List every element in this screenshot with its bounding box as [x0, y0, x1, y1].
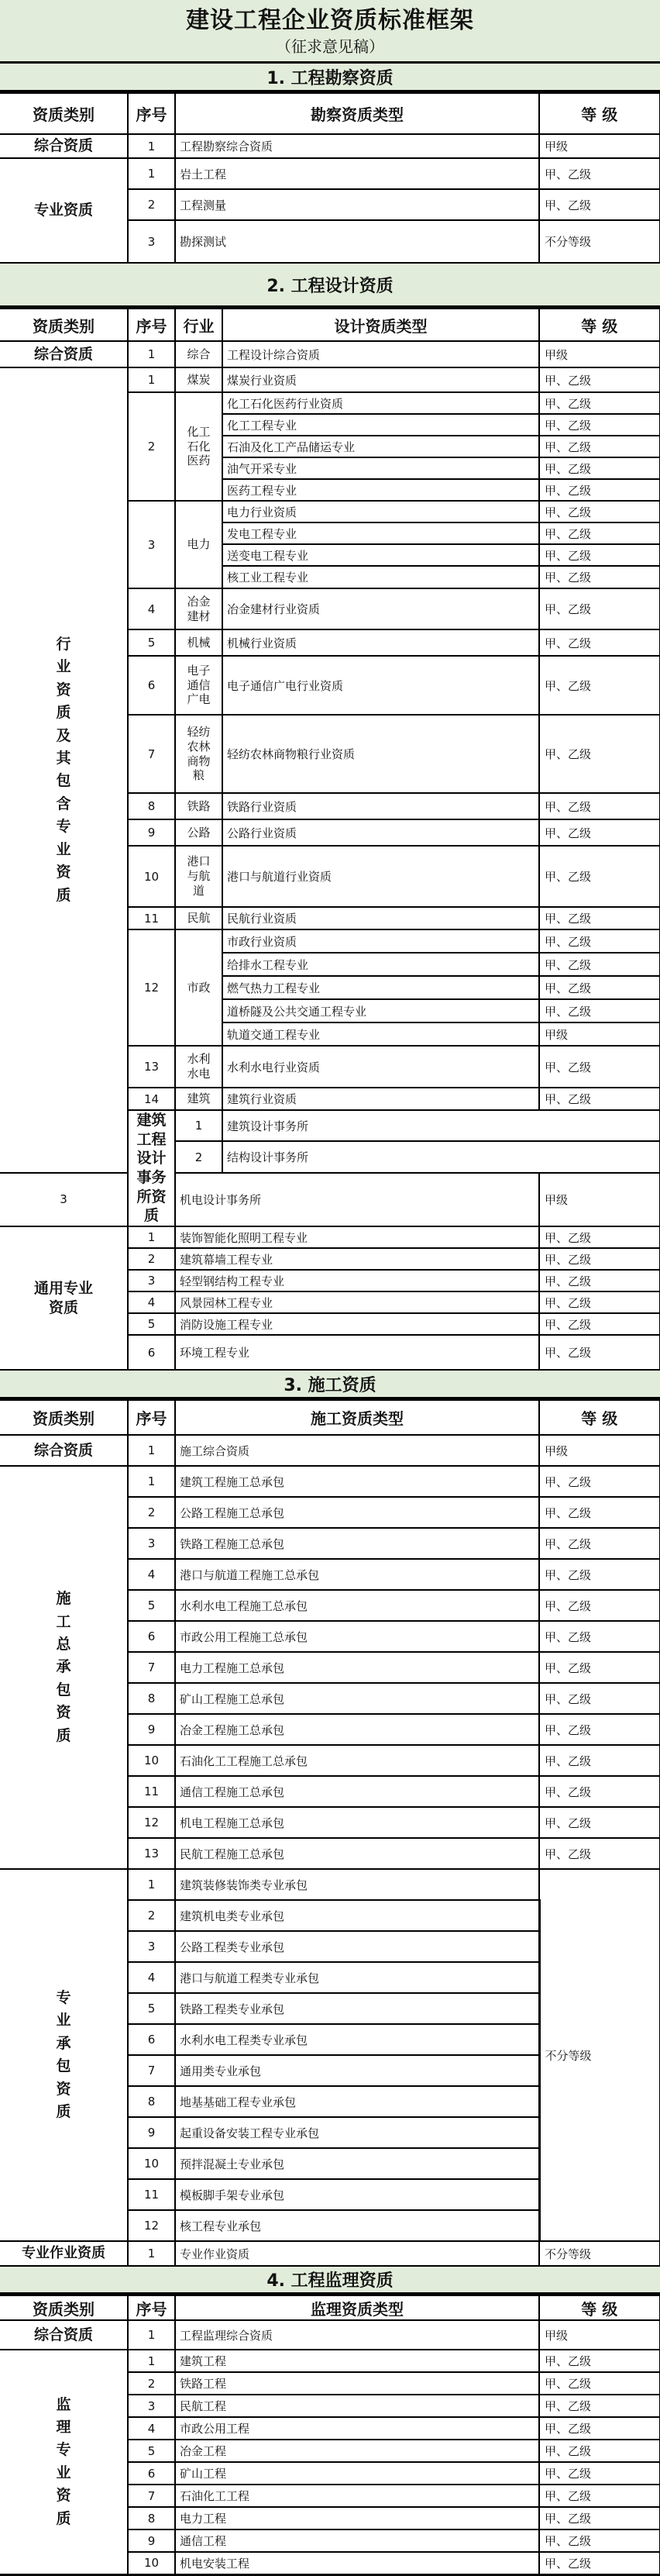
type-cell: 通信工程 — [175, 2529, 539, 2552]
type-cell: 电力工程 — [175, 2507, 539, 2529]
grade-cell: 甲、乙级 — [539, 999, 660, 1022]
grade-cell: 甲、乙级 — [539, 715, 660, 793]
grade-cell: 甲级 — [539, 1173, 660, 1226]
no-cell: 7 — [128, 1652, 175, 1683]
industry-cell — [175, 588, 222, 629]
type-cell: 电力工程施工总承包 — [175, 1652, 539, 1683]
no-cell: 1 — [128, 367, 175, 392]
no-cell: 12 — [128, 929, 175, 1046]
document-title-block — [0, 0, 660, 64]
no-cell: 4 — [128, 1962, 175, 1993]
grade-cell: 甲、乙级 — [539, 1745, 660, 1776]
no-cell: 9 — [128, 2529, 175, 2552]
type-cell: 冶金工程施工总承包 — [175, 1714, 539, 1745]
table-header-row — [0, 1400, 660, 1435]
industry-cell — [175, 1046, 222, 1088]
type-cell: 建筑行业资质 — [222, 1088, 539, 1110]
no-cell: 5 — [128, 629, 175, 656]
type-cell: 铁路行业资质 — [222, 793, 539, 819]
type-cell: 民航工程施工总承包 — [175, 1838, 539, 1869]
grade-cell: 甲、乙级 — [539, 1046, 660, 1088]
type-cell: 建筑幕墙工程专业 — [175, 1248, 539, 1270]
grade-cell: 甲、乙级 — [539, 566, 660, 588]
type-cell: 核工程专业承包 — [175, 2210, 539, 2241]
industry-label: 水利水电 — [187, 1052, 211, 1081]
no-cell: 3 — [128, 2395, 175, 2417]
category-label: 监理专业资质 — [56, 2395, 71, 2527]
type-cell: 机电设计事务所 — [175, 1173, 539, 1226]
type-cell: 工程设计综合资质 — [222, 341, 539, 367]
no-cell: 3 — [128, 220, 175, 263]
grade-cell: 甲、乙级 — [539, 392, 660, 414]
no-cell: 13 — [128, 1046, 175, 1088]
no-cell: 10 — [128, 1745, 175, 1776]
no-cell: 6 — [128, 1335, 175, 1370]
no-cell: 9 — [128, 2117, 175, 2148]
type-cell: 煤炭行业资质 — [222, 367, 539, 392]
grade-cell: 甲、乙级 — [539, 1248, 660, 1270]
grade-cell: 甲、乙级 — [539, 1714, 660, 1745]
no-cell: 9 — [128, 1714, 175, 1745]
no-cell: 7 — [128, 2055, 175, 2086]
grade-cell: 甲、乙级 — [539, 479, 660, 501]
col-category: 资质类别 — [0, 1400, 128, 1435]
type-cell: 风景园林工程专业 — [175, 1291, 539, 1313]
grade-cell: 不分等级 — [539, 1869, 660, 2241]
type-cell: 岩土工程 — [175, 158, 539, 189]
document-subtitle: （征求意见稿） — [276, 37, 384, 56]
type-cell: 道桥隧及公共交通工程专业 — [222, 999, 539, 1022]
table-row — [0, 367, 660, 392]
specialty-contract-group — [0, 1869, 660, 2241]
no-cell: 1 — [175, 1110, 222, 1141]
industry-cell: 煤炭 — [175, 367, 222, 392]
no-cell: 1 — [128, 1466, 175, 1497]
industry-cell: 机械 — [175, 629, 222, 656]
grade-cell: 甲、乙级 — [539, 1590, 660, 1621]
col-category: 资质类别 — [0, 309, 128, 341]
supervision-qualification-table — [0, 2295, 660, 2576]
grade-cell: 甲、乙级 — [539, 1807, 660, 1838]
section-3-heading — [0, 1371, 660, 1399]
no-cell: 1 — [128, 158, 175, 189]
col-grade: 等 级 — [539, 93, 660, 134]
type-cell: 公路工程类专业承包 — [175, 1931, 539, 1962]
table-row — [0, 341, 660, 367]
type-cell: 施工综合资质 — [175, 1435, 539, 1466]
grade-cell: 甲、乙级 — [539, 2372, 660, 2395]
grade-cell: 甲、乙级 — [539, 2417, 660, 2440]
col-grade: 等 级 — [539, 2295, 660, 2320]
grade-cell: 甲、乙级 — [539, 819, 660, 846]
type-cell: 核工业工程专业 — [222, 566, 539, 588]
type-cell: 市政行业资质 — [222, 929, 539, 953]
type-cell: 民航工程 — [175, 2395, 539, 2417]
category-cell: 综合资质 — [0, 134, 128, 158]
type-cell: 市政公用工程施工总承包 — [175, 1621, 539, 1652]
table-row — [0, 2320, 660, 2350]
no-cell: 4 — [128, 1559, 175, 1590]
type-cell: 冶金建材行业资质 — [222, 588, 539, 629]
grade-cell: 甲、乙级 — [539, 544, 660, 566]
table-row — [0, 2241, 660, 2266]
industry-cell — [175, 392, 222, 501]
type-cell: 市政公用工程 — [175, 2417, 539, 2440]
type-cell: 铁路工程施工总承包 — [175, 1528, 539, 1559]
section-1-heading — [0, 64, 660, 92]
col-grade: 等 级 — [539, 1400, 660, 1435]
type-cell: 结构设计事务所 — [222, 1141, 660, 1172]
type-cell: 水利水电工程施工总承包 — [175, 1590, 539, 1621]
grade-cell: 甲、乙级 — [539, 436, 660, 457]
table-row — [0, 134, 660, 158]
category-cell: 综合资质 — [0, 341, 128, 367]
industry-label: 化工石化医药 — [187, 424, 211, 468]
type-cell: 发电工程专业 — [222, 522, 539, 544]
grade-cell: 甲、乙级 — [539, 1652, 660, 1683]
grade-cell: 甲、乙级 — [539, 457, 660, 479]
category-cell — [0, 367, 128, 1173]
industry-cell — [175, 846, 222, 907]
industry-cell: 综合 — [175, 341, 222, 367]
grade-cell: 甲、乙级 — [539, 1621, 660, 1652]
type-cell: 预拌混凝土专业承包 — [175, 2148, 539, 2179]
type-cell: 公路行业资质 — [222, 819, 539, 846]
industry-cell: 公路 — [175, 819, 222, 846]
col-no: 序号 — [128, 309, 175, 341]
industry-cell: 电力 — [175, 501, 222, 588]
type-cell: 给排水工程专业 — [222, 953, 539, 976]
no-cell: 1 — [128, 1869, 175, 1900]
type-cell: 装饰智能化照明工程专业 — [175, 1226, 539, 1248]
no-cell: 10 — [128, 2148, 175, 2179]
grade-cell: 甲、乙级 — [539, 1683, 660, 1714]
section-3-title: 3. 施工资质 — [284, 1375, 376, 1395]
grade-cell: 甲、乙级 — [539, 1335, 660, 1370]
no-cell: 3 — [128, 1931, 175, 1962]
type-cell: 电子通信广电行业资质 — [222, 656, 539, 715]
no-cell: 1 — [128, 2350, 175, 2372]
grade-cell: 甲、乙级 — [539, 2507, 660, 2529]
type-cell: 化工石化医药行业资质 — [222, 392, 539, 414]
no-cell: 8 — [128, 1683, 175, 1714]
no-cell: 4 — [128, 588, 175, 629]
type-cell: 矿山工程 — [175, 2462, 539, 2485]
grade-cell: 甲、乙级 — [539, 2395, 660, 2417]
industry-label: 轻纺农林商物粮 — [187, 725, 211, 783]
section-2-title: 2. 工程设计资质 — [266, 276, 394, 296]
grade-cell: 甲、乙级 — [539, 929, 660, 953]
type-cell: 医药工程专业 — [222, 479, 539, 501]
industry-label: 电子通信广电 — [187, 663, 211, 707]
no-cell: 8 — [128, 793, 175, 819]
no-cell: 6 — [128, 2462, 175, 2485]
section-4-heading — [0, 2267, 660, 2295]
no-cell: 1 — [128, 1435, 175, 1466]
type-cell: 模板脚手架专业承包 — [175, 2179, 539, 2210]
grade-cell: 甲、乙级 — [539, 1528, 660, 1559]
no-cell: 5 — [128, 1993, 175, 2024]
type-cell: 公路工程施工总承包 — [175, 1497, 539, 1528]
table-row — [0, 1173, 660, 1226]
col-no: 序号 — [128, 93, 175, 134]
grade-cell: 甲级 — [539, 1435, 660, 1466]
no-cell: 4 — [128, 1291, 175, 1313]
no-cell: 3 — [128, 501, 175, 588]
type-cell: 机电工程施工总承包 — [175, 1807, 539, 1838]
type-cell: 水利水电工程类专业承包 — [175, 2024, 539, 2055]
industry-cell: 民航 — [175, 907, 222, 929]
grade-cell: 甲、乙级 — [539, 158, 660, 189]
category-label: 施工总承包资质 — [56, 1590, 71, 1744]
no-cell: 13 — [128, 1838, 175, 1869]
category-cell: 专业作业资质 — [0, 2241, 128, 2266]
col-category: 资质类别 — [0, 93, 128, 134]
no-cell: 9 — [128, 819, 175, 846]
industry-cell: 建筑 — [175, 1088, 222, 1110]
type-cell: 轨道交通工程专业 — [222, 1022, 539, 1046]
type-cell: 建筑机电类专业承包 — [175, 1900, 539, 1931]
grade-cell: 甲级 — [539, 341, 660, 367]
no-cell: 10 — [128, 2552, 175, 2574]
type-cell: 水利水电行业资质 — [222, 1046, 539, 1088]
type-cell: 电力行业资质 — [222, 501, 539, 522]
grade-cell: 甲、乙级 — [539, 629, 660, 656]
grade-cell: 甲、乙级 — [539, 793, 660, 819]
type-cell: 燃气热力工程专业 — [222, 976, 539, 999]
category-cell — [0, 2350, 128, 2574]
no-cell: 10 — [128, 846, 175, 907]
grade-cell: 甲、乙级 — [539, 2440, 660, 2462]
document-title: 建设工程企业资质标准框架 — [186, 7, 474, 34]
supervision-specialty-group — [0, 2350, 660, 2574]
industry-label: 冶金建材 — [187, 594, 211, 623]
grade-cell: 甲、乙级 — [539, 1226, 660, 1248]
type-cell: 建筑工程 — [175, 2350, 539, 2372]
category-cell: 通用专业资质 — [0, 1226, 128, 1370]
grade-cell: 甲、乙级 — [539, 2485, 660, 2507]
no-cell: 2 — [175, 1141, 222, 1172]
col-category: 资质类别 — [0, 2295, 128, 2320]
no-cell: 14 — [128, 1088, 175, 1110]
type-cell: 送变电工程专业 — [222, 544, 539, 566]
type-cell: 油气开采专业 — [222, 457, 539, 479]
grade-cell: 甲、乙级 — [539, 1088, 660, 1110]
category-cell: 综合资质 — [0, 2320, 128, 2350]
col-type: 设计资质类型 — [222, 309, 539, 341]
table-row — [0, 2350, 660, 2372]
type-cell: 冶金工程 — [175, 2440, 539, 2462]
type-cell: 消防设施工程专业 — [175, 1313, 539, 1335]
type-cell: 勘探测试 — [175, 220, 539, 263]
industry-cell — [175, 656, 222, 715]
grade-cell: 甲、乙级 — [539, 2552, 660, 2574]
general-contract-group — [0, 1466, 660, 1869]
col-no: 序号 — [128, 1400, 175, 1435]
grade-cell: 甲、乙级 — [539, 953, 660, 976]
industry-cell: 市政 — [175, 929, 222, 1046]
grade-cell: 甲、乙级 — [539, 656, 660, 715]
table-row — [0, 1226, 660, 1248]
grade-cell: 甲、乙级 — [539, 1838, 660, 1869]
col-type: 监理资质类型 — [175, 2295, 539, 2320]
no-cell: 1 — [128, 1226, 175, 1248]
grade-cell: 甲、乙级 — [539, 1291, 660, 1313]
grade-cell: 甲、乙级 — [539, 501, 660, 522]
type-cell: 通用类专业承包 — [175, 2055, 539, 2086]
category-cell: 建筑工程设计事务所资质 — [128, 1110, 175, 1226]
industry-cell: 铁路 — [175, 793, 222, 819]
grade-cell: 甲、乙级 — [539, 1497, 660, 1528]
type-cell: 建筑设计事务所 — [222, 1110, 660, 1141]
type-cell: 矿山工程施工总承包 — [175, 1683, 539, 1714]
category-cell: 综合资质 — [0, 1435, 128, 1466]
no-cell: 11 — [128, 1776, 175, 1807]
grade-cell: 甲、乙级 — [539, 2529, 660, 2552]
type-cell: 轻纺农林商物粮行业资质 — [222, 715, 539, 793]
type-cell: 工程测量 — [175, 189, 539, 220]
no-cell: 1 — [128, 2320, 175, 2350]
no-cell: 1 — [128, 341, 175, 367]
type-cell: 港口与航道工程施工总承包 — [175, 1559, 539, 1590]
grade-cell: 甲、乙级 — [539, 2350, 660, 2372]
grade-cell: 甲、乙级 — [539, 1466, 660, 1497]
table-header-row — [0, 2295, 660, 2320]
grade-cell: 不分等级 — [539, 2241, 660, 2266]
no-cell: 7 — [128, 715, 175, 793]
type-cell: 专业作业资质 — [175, 2241, 539, 2266]
type-cell: 建筑装修装饰类专业承包 — [175, 1869, 539, 1900]
grade-cell: 甲、乙级 — [539, 1313, 660, 1335]
grade-cell: 甲级 — [539, 134, 660, 158]
grade-cell: 甲、乙级 — [539, 1776, 660, 1807]
type-cell: 石油化工工程施工总承包 — [175, 1745, 539, 1776]
no-cell: 6 — [128, 656, 175, 715]
no-cell: 4 — [128, 2417, 175, 2440]
construction-qualification-table — [0, 1399, 660, 2267]
no-cell: 12 — [128, 2210, 175, 2241]
col-type: 勘察资质类型 — [175, 93, 539, 134]
category-cell — [0, 1466, 128, 1869]
industry-cell — [175, 715, 222, 793]
no-cell: 2 — [128, 2372, 175, 2395]
grade-cell: 甲、乙级 — [539, 976, 660, 999]
type-cell: 化工工程专业 — [222, 414, 539, 436]
survey-qualification-table — [0, 92, 660, 264]
type-cell: 石油化工工程 — [175, 2485, 539, 2507]
no-cell: 5 — [128, 2440, 175, 2462]
type-cell: 铁路工程 — [175, 2372, 539, 2395]
no-cell: 8 — [128, 2086, 175, 2117]
grade-cell: 甲级 — [539, 1022, 660, 1046]
no-cell: 2 — [128, 189, 175, 220]
table-row — [0, 1435, 660, 1466]
category-cell — [0, 1869, 128, 2241]
industry-label: 港口与航道 — [187, 854, 211, 898]
section-4-title: 4. 工程监理资质 — [266, 2271, 394, 2292]
grade-cell: 甲、乙级 — [539, 1270, 660, 1291]
grade-cell: 甲、乙级 — [539, 907, 660, 929]
table-row — [0, 158, 660, 189]
section-1-title: 1. 工程勘察资质 — [266, 68, 394, 88]
category-cell: 专业资质 — [0, 158, 128, 263]
type-cell: 起重设备安装工程专业承包 — [175, 2117, 539, 2148]
no-cell: 1 — [128, 2241, 175, 2266]
no-cell: 3 — [128, 1270, 175, 1291]
grade-cell: 甲、乙级 — [539, 414, 660, 436]
grade-cell: 甲、乙级 — [539, 846, 660, 907]
design-qualification-table — [0, 308, 660, 1371]
no-cell: 11 — [128, 2179, 175, 2210]
category-label: 行业资质及其包含专业资质 — [56, 635, 71, 904]
table-row — [0, 1466, 660, 1497]
no-cell: 3 — [0, 1173, 128, 1226]
no-cell: 12 — [128, 1807, 175, 1838]
type-cell: 环境工程专业 — [175, 1335, 539, 1370]
no-cell: 5 — [128, 1590, 175, 1621]
type-cell: 民航行业资质 — [222, 907, 539, 929]
no-cell: 1 — [128, 134, 175, 158]
no-cell: 7 — [128, 2485, 175, 2507]
section-2-heading — [0, 264, 660, 308]
type-cell: 通信工程施工总承包 — [175, 1776, 539, 1807]
col-no: 序号 — [128, 2295, 175, 2320]
no-cell: 6 — [128, 2024, 175, 2055]
table-header-row — [0, 309, 660, 341]
no-cell: 3 — [128, 1528, 175, 1559]
type-cell: 工程勘察综合资质 — [175, 134, 539, 158]
grade-cell: 甲、乙级 — [539, 1559, 660, 1590]
no-cell: 6 — [128, 1621, 175, 1652]
grade-cell: 甲、乙级 — [539, 189, 660, 220]
type-cell: 地基基础工程专业承包 — [175, 2086, 539, 2117]
grade-cell: 甲、乙级 — [539, 367, 660, 392]
type-cell: 工程监理综合资质 — [175, 2320, 539, 2350]
type-cell: 石油及化工产品储运专业 — [222, 436, 539, 457]
type-cell: 机电安装工程 — [175, 2552, 539, 2574]
grade-cell: 甲、乙级 — [539, 588, 660, 629]
no-cell: 11 — [128, 907, 175, 929]
no-cell: 2 — [128, 1248, 175, 1270]
grade-cell: 不分等级 — [539, 220, 660, 263]
no-cell: 8 — [128, 2507, 175, 2529]
col-grade: 等 级 — [539, 309, 660, 341]
grade-cell: 甲、乙级 — [539, 2462, 660, 2485]
type-cell: 铁路工程类专业承包 — [175, 1993, 539, 2024]
col-type: 施工资质类型 — [175, 1400, 539, 1435]
table-header-row — [0, 93, 660, 134]
grade-cell: 甲、乙级 — [539, 522, 660, 544]
no-cell: 2 — [128, 392, 175, 501]
type-cell: 港口与航道行业资质 — [222, 846, 539, 907]
type-cell: 建筑工程施工总承包 — [175, 1466, 539, 1497]
category-label: 专业承包资质 — [56, 1988, 71, 2120]
table-row — [0, 1869, 660, 1900]
grade-cell: 甲级 — [539, 2320, 660, 2350]
type-cell: 机械行业资质 — [222, 629, 539, 656]
col-industry: 行业 — [175, 309, 222, 341]
no-cell: 2 — [128, 1900, 175, 1931]
type-cell: 轻型钢结构工程专业 — [175, 1270, 539, 1291]
no-cell: 5 — [128, 1313, 175, 1335]
type-cell: 港口与航道工程类专业承包 — [175, 1962, 539, 1993]
no-cell: 2 — [128, 1497, 175, 1528]
